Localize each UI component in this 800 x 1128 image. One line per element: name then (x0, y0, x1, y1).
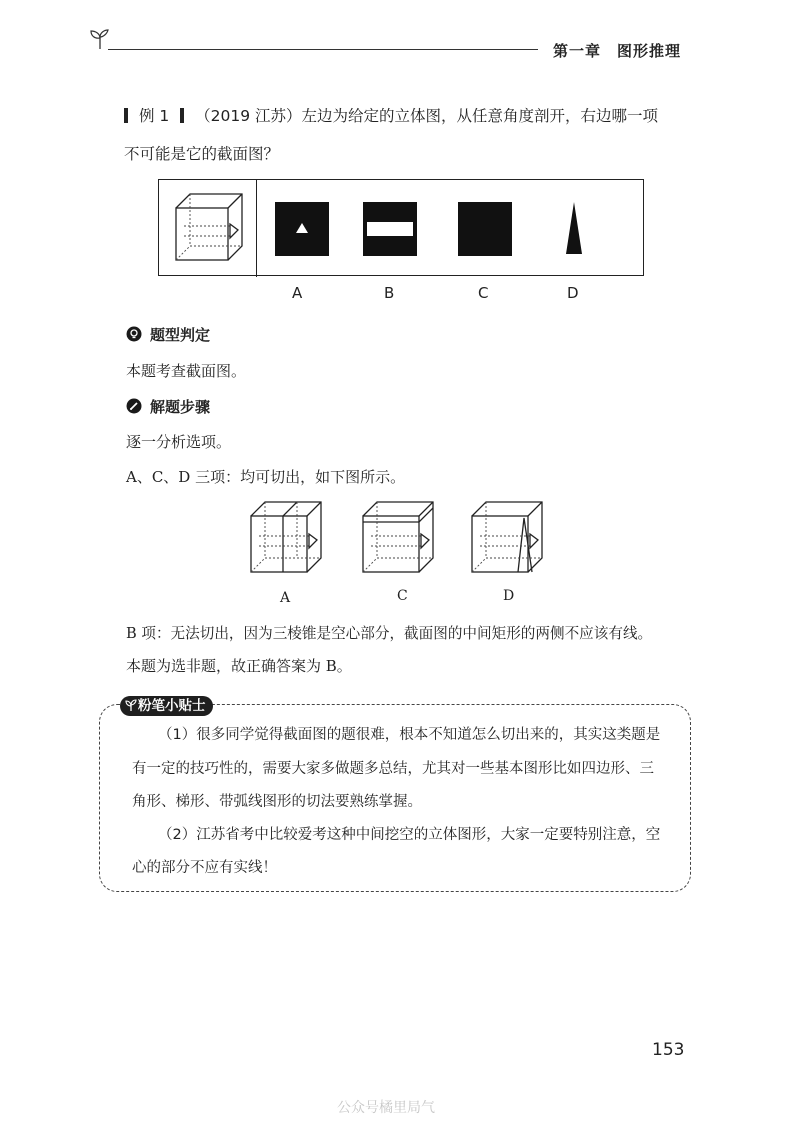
option-c-figure (458, 202, 512, 256)
page-number: 153 (652, 1040, 685, 1060)
option-a-figure (275, 202, 329, 256)
sprout-icon (88, 28, 112, 50)
watermark: 公众号橘里局气 (337, 1100, 435, 1116)
cut-cube-d-figure (466, 496, 550, 580)
cut-cube-a-figure (245, 496, 329, 580)
tip-title-tab (120, 696, 213, 716)
question-line-1 (124, 106, 658, 126)
pencil-icon (126, 398, 142, 414)
question-text-1: （2019 江苏）左边为给定的立体图，从任意角度剖开，右边哪一项 (195, 107, 658, 125)
question-label: 例 1 (138, 107, 170, 125)
option-label-b: B (384, 284, 395, 302)
given-hollow-cube-figure (170, 188, 248, 268)
label-bar-left (124, 108, 128, 123)
tip-line-1: （1）很多同学觉得截面图的题很难，根本不知道怎么切出来的，其实这类题是 (158, 727, 661, 743)
cut-cube-label-d: D (503, 588, 515, 604)
lightbulb-icon (126, 326, 142, 342)
option-label-d: D (567, 284, 579, 302)
option-label-a: A (292, 284, 303, 302)
section-title-type: 题型判定 (150, 326, 211, 344)
question-figure-divider (256, 179, 257, 277)
option-b-figure (363, 202, 417, 256)
cut-cube-label-c: C (397, 588, 408, 604)
tip-line-5: 心的部分不应有实线！ (132, 860, 277, 876)
chapter-number: 第一章 (553, 42, 602, 60)
header-rule (108, 49, 538, 50)
steps-intro-text: 逐一分析选项。 (126, 433, 232, 451)
tip-line-4: （2）江苏省考中比较爱考这种中间挖空的立体图形，大家一定要特别注意，空 (158, 827, 661, 843)
section-type-text: 本题考查截面图。 (126, 362, 247, 380)
tip-line-3: 角形、梯形、带弧线图形的切法要熟练掌握。 (132, 794, 422, 810)
steps-acd-text: A、C、D 三项：均可切出，如下图所示。 (126, 468, 406, 486)
tip-line-2: 有一定的技巧性的，需要大家多做题多总结，尤其对一些基本图形比如四边形、三 (132, 761, 654, 777)
label-bar-right (180, 108, 184, 123)
cut-cube-c-figure (357, 496, 441, 580)
tip-title: 粉笔小贴士 (138, 698, 206, 714)
sprout-leaf-icon (124, 698, 138, 712)
answer-text: 本题为选非题，故正确答案为 B。 (126, 657, 352, 675)
option-d-figure (562, 202, 586, 256)
option-b-explanation: B 项：无法切出，因为三棱锥是空心部分，截面图的中间矩形的两侧不应该有线。 (126, 625, 653, 642)
section-title-steps: 解题步骤 (150, 398, 211, 416)
question-line-2: 不可能是它的截面图？ (124, 145, 280, 163)
running-header (553, 40, 681, 61)
cut-cube-label-a: A (280, 590, 291, 606)
option-label-c: C (478, 284, 489, 302)
chapter-title: 图形推理 (617, 42, 682, 60)
